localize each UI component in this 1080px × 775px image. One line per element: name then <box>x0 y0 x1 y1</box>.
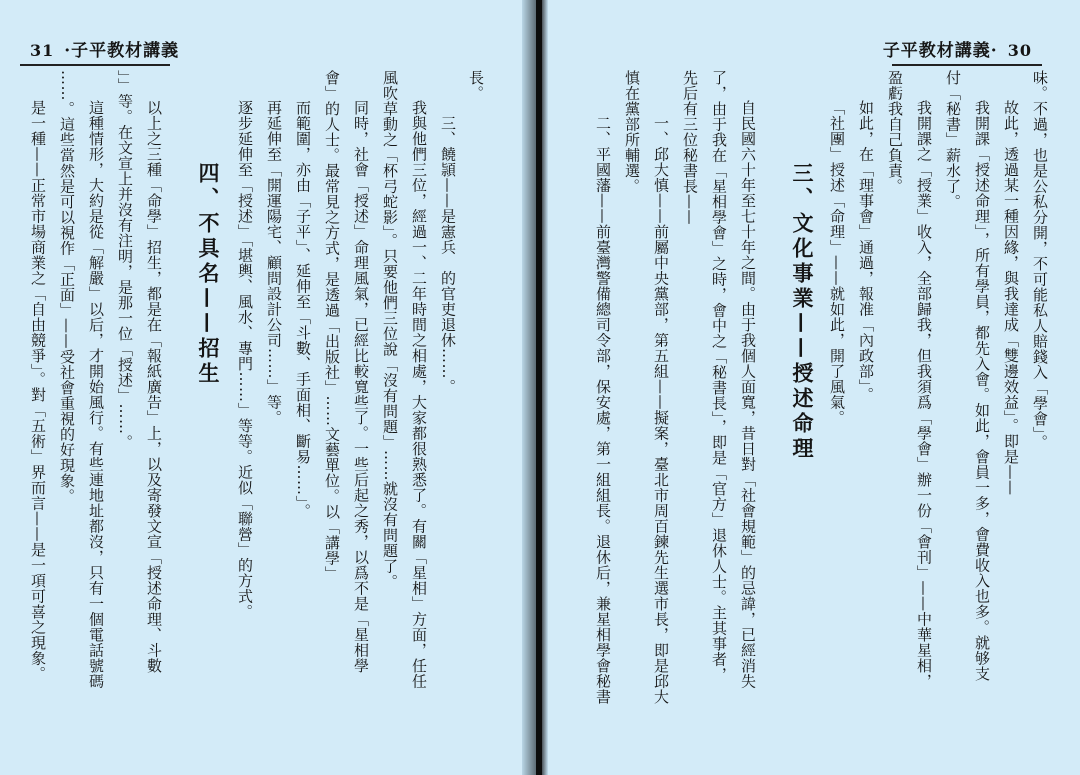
right-page <box>548 0 1080 775</box>
left-header-rule <box>20 64 170 66</box>
text-line: 再延伸至「開運陽宅、顧問設計公司……」等。 <box>265 100 283 426</box>
text-line: 以上之三種「命學」招生，都是在「報紙廣告」上，以及寄發文宣「授述命理、斗數 <box>145 100 163 674</box>
text-line: 逐步延伸至「授述」「堪輿、風水、專門……」等等。近似「聯營」的方式。 <box>236 100 254 620</box>
left-page-header <box>20 36 179 61</box>
text-line: 「社團」授述「命理」——就如此，開了風氣。 <box>828 100 846 426</box>
text-line: 我開課之「授業」收入，全部歸我，但我須爲「學會」辦一份「會刊」——中華星相， <box>915 100 933 689</box>
text-line: ……。這些當然是可以視作「正面」——受社會重視的好現象。 <box>58 70 76 504</box>
text-line: 三、饒頴——是憲兵 的官吏退休……。 <box>439 100 457 395</box>
text-line: 長。 <box>467 70 485 101</box>
text-line: 我開課「授述命理」，所有學員，都先入會。如此，會員一多，會費收入也多。就够支 <box>973 100 991 682</box>
left-page <box>0 0 522 775</box>
text-line: 如此，在「理事會」通過，報准「內政部」。 <box>857 100 875 403</box>
text-line: 」」等。在文宣上并沒有注明，是那一位「授述」……。 <box>116 70 134 450</box>
text-line: 味。不過，也是公私分開，不可能私人賠錢入「學會」。 <box>1031 70 1049 450</box>
text-line: 盈虧我自己負責。 <box>886 70 904 194</box>
book-gutter-shadow <box>522 0 536 775</box>
text-line: 一、邱大慎——前屬中央黨部，第五組——擬案，臺北市周百鍊先生選市長，即是邱大 <box>652 100 670 705</box>
right-header-rule <box>892 64 1042 66</box>
text-line: 了，由于我在「星相學會」之時，會中之「秘書長」，即是「官方」退休人士。主其事者， <box>710 70 728 683</box>
section-heading-4: 四、不具名——招生 <box>196 112 221 387</box>
text-line: 自民國六十年至七十年之間。由于我個人面寬，昔日對「社會規範」的忌諱，已經消失 <box>739 100 757 689</box>
section-heading-3: 三、文化事業——授述命理 <box>790 112 815 462</box>
text-line: 我與他們三位，經過一、二年時間之相處，大家都很熟悉了。有關「星相」方面，任任 <box>410 100 428 689</box>
text-line: 故此，透過某一種因緣，與我達成「雙邊效益」。即是—— <box>1002 100 1020 496</box>
text-line: 這種情形，大約是從「解嚴」以后，才開始風行。有些連地址都沒，只有一個電話號碼 <box>87 100 105 689</box>
text-line: 風吹草動之「杯弓蛇影」。只要他們三位說「沒有問題」……就沒有問題了。 <box>381 70 399 590</box>
left-running-title: ·子平教材講義 <box>64 41 180 61</box>
text-line: 而範圍，亦由「子平」、延伸至「斗數、手面相、斷易……」。 <box>294 100 312 519</box>
text-line: 慎在黨部所輔選。 <box>623 70 641 194</box>
text-line: 會」的人士。最常見之方式，是透過「出版社」……文藝單位。以「講學」 <box>323 70 341 582</box>
left-page-number: 31 <box>30 41 55 60</box>
right-running-title: 子平教材講義· <box>882 41 998 61</box>
right-page-number: 30 <box>1007 41 1032 60</box>
text-line: 二、平國藩——前臺灣警備總司令部，保安處，第一組組長。退休后，兼星相學會秘書 <box>594 100 612 705</box>
right-page-header <box>883 36 1042 61</box>
text-line: 先后有三位秘書長—— <box>681 70 699 225</box>
text-line: 同時，社會「授述」命理風氣，已經比較寬些了。一些后起之秀，以爲不是「星相學 <box>352 100 370 674</box>
text-line: 是一種——正常市場商業之「自由競爭」。對「五術」界而言——是一項可喜之現象。 <box>29 100 47 682</box>
text-line: 付「秘書」薪水了。 <box>944 70 962 210</box>
